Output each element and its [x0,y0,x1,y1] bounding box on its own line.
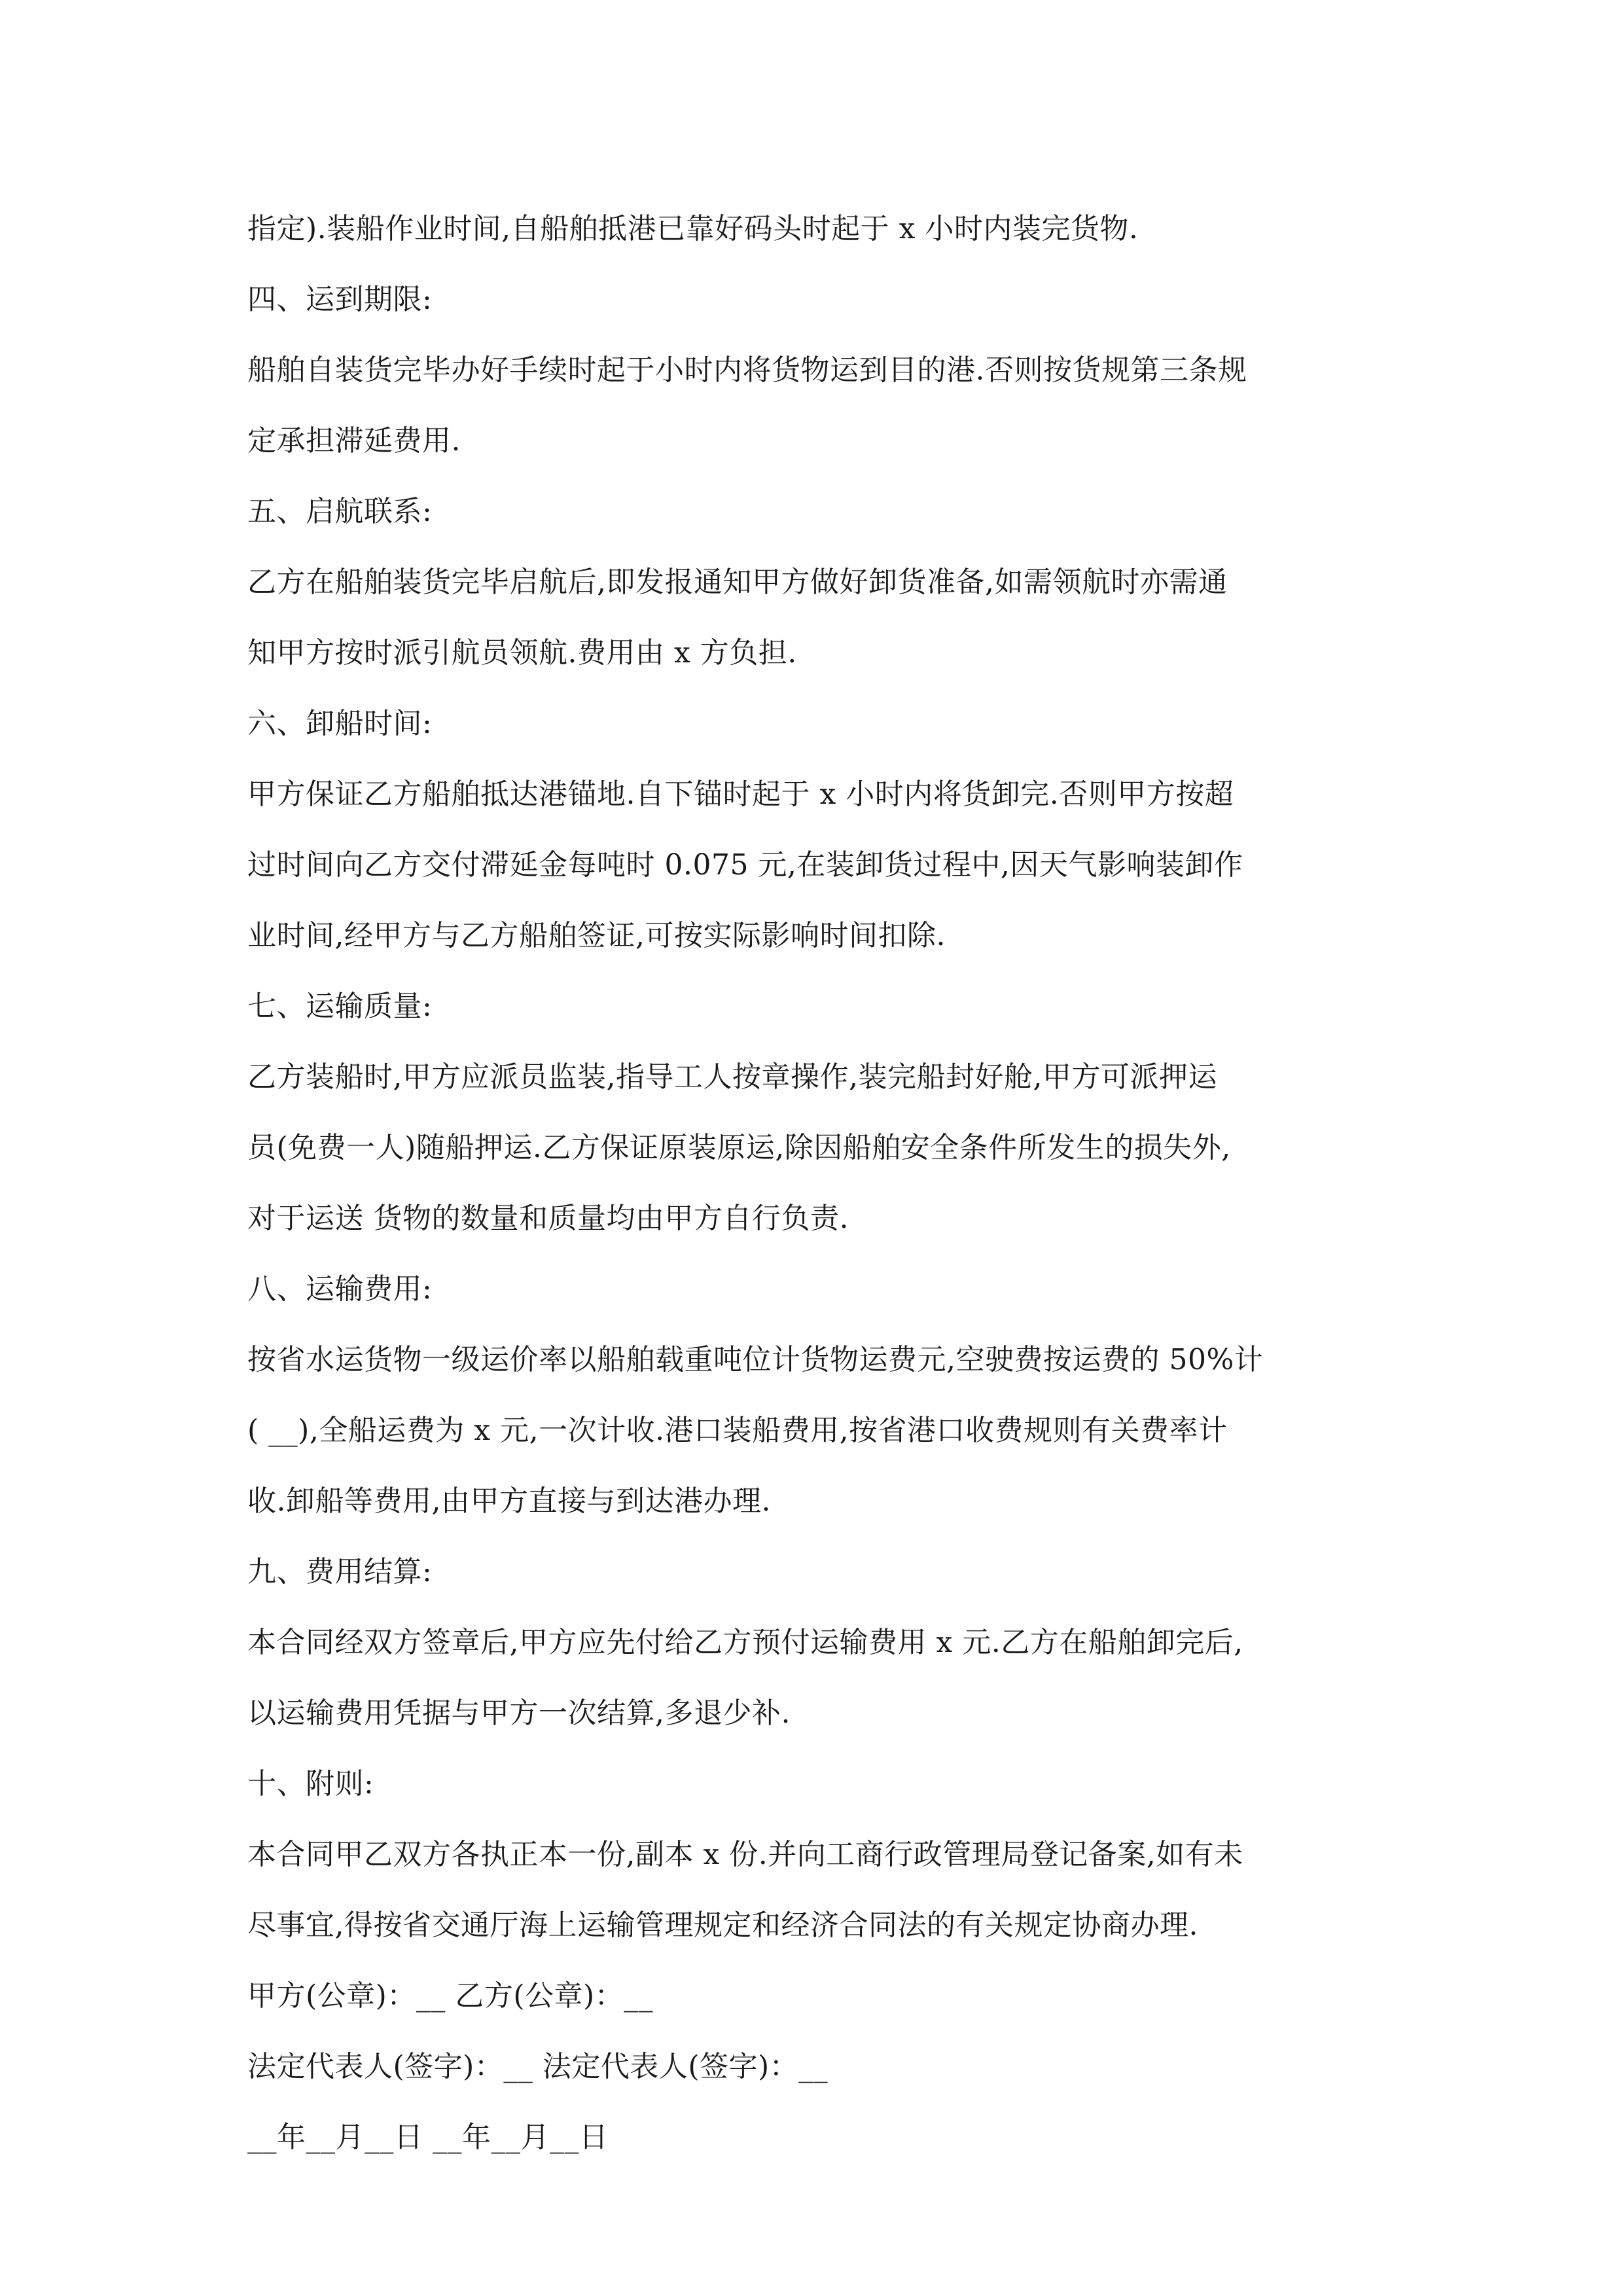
section-heading-7: 七、运输质量: [247,990,433,1023]
text-line: 知甲方按时派引航员领航.费用由 x 方负担. [247,636,797,670]
section-heading-8: 八、运输费用: [247,1272,433,1306]
text-line: 业时间,经甲方与乙方船舶签证,可按实际影响时间扣除. [247,919,946,952]
text-line: 乙方装船时,甲方应派员监装,指导工人按章操作,装完船封好舱,甲方可派押运 [247,1060,1217,1094]
text-line: 船舶自装货完毕办好手续时起于小时内将货物运到目的港.否则按货规第三条规 [247,353,1247,387]
text-line: ( __),全船运费为 x 元,一次计收.港口装船费用,按省港口收费规则有关费率计 [247,1414,1228,1447]
text-line: 定承担滞延费用. [247,424,461,457]
section-heading-5: 五、启航联系: [247,495,433,528]
date-line: __年__月__日 __年__月__日 [247,2121,609,2154]
text-line: 尽事宜,得按省交通厅海上运输管理规定和经济合同法的有关规定协商办理. [247,1909,1198,1942]
signature-line: 法定代表人(签字)：__ 法定代表人(签字)：__ [247,2050,829,2083]
text-line: 本合同甲乙双方各执正本一份,副本 x 份.并向工商行政管理局登记备案,如有未 [247,1838,1243,1871]
text-line: 指定).装船作业时间,自船舶抵港已靠好码头时起于 x 小时内装完货物. [247,212,1139,245]
section-heading-10: 十、附则: [247,1767,374,1801]
section-heading-6: 六、卸船时间: [247,707,433,740]
seal-line: 甲方(公章)：__ 乙方(公章)：__ [247,1979,654,2013]
document-body [247,194,1380,2173]
text-line: 按省水运货物一级运价率以船舶载重吨位计货物运费元,空驶费按运费的 50%计 [247,1343,1264,1376]
section-heading-9: 九、费用结算: [247,1555,433,1588]
text-line: 甲方保证乙方船舶抵达港锚地.自下锚时起于 x 小时内将货卸完.否则甲方按超 [247,778,1234,811]
text-line: 本合同经双方签章后,甲方应先付给乙方预付运输费用 x 元.乙方在船舶卸完后, [247,1626,1243,1659]
text-line: 对于运送 货物的数量和质量均由甲方自行负责. [247,1202,849,1235]
text-line: 以运输费用凭据与甲方一次结算,多退少补. [247,1696,791,1730]
text-line: 过时间向乙方交付滞延金每吨时 0.075 元,在装卸货过程中,因天气影响装卸作 [247,848,1243,882]
text-line: 收.卸船等费用,由甲方直接与到达港办理. [247,1484,771,1518]
section-heading-4: 四、运到期限: [247,283,433,316]
text-line: 员(免费一人)随船押运.乙方保证原装原运,除因船舶安全条件所发生的损失外, [247,1131,1231,1164]
text-line: 乙方在船舶装货完毕启航后,即发报通知甲方做好卸货准备,如需领航时亦需通 [247,565,1228,599]
